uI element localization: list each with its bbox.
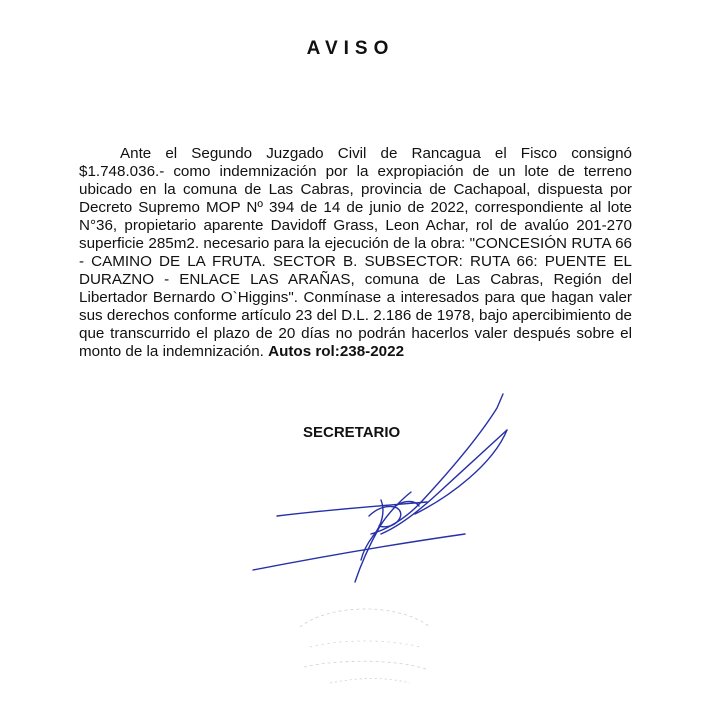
notice-title: AVISO xyxy=(306,38,395,59)
signature-icon xyxy=(245,388,515,588)
stamp-icon xyxy=(290,597,440,687)
notice-body xyxy=(79,145,632,361)
signatory-title: SECRETARIO xyxy=(303,424,401,441)
case-reference: Autos rol:238-2022 xyxy=(268,343,405,361)
notice-body-text: Ante el Segundo Juzgado Civil de Rancagua el Fisco consignó $1.748.036.- como indemnización por la expropiación de un lote de terreno ubicado en la comuna de Las Cabras, provincia de Cachapoal, dispuesta por Decreto Supremo MOP Nº 394 de 14 de junio de 2022, correspondiente al lote N°36, propietario aparente Davidoff Grass, Leon Achar, rol de avalúo 201-270 superficie 285m2. necesario para la ejecución de la obra: "CONCESIÓN RUTA 66 - CAMINO DE LA FRUTA. SECTOR B. SUBSECTOR: RUTA 66: PUENTE EL DURAZNO - ENLACE LAS ARAÑAS, comuna de Las Cabras, Región del Libertador Bernardo O`Higgins". Conmínase a interesados para que hagan valer sus derechos conforme artículo 23 del D.L. 2.186 de 1978, bajo apercibimiento de que transcurrido el plazo de 20 días no podrán hacerlos valer después sobre el monto de la indemnización. xyxy=(79,145,632,361)
